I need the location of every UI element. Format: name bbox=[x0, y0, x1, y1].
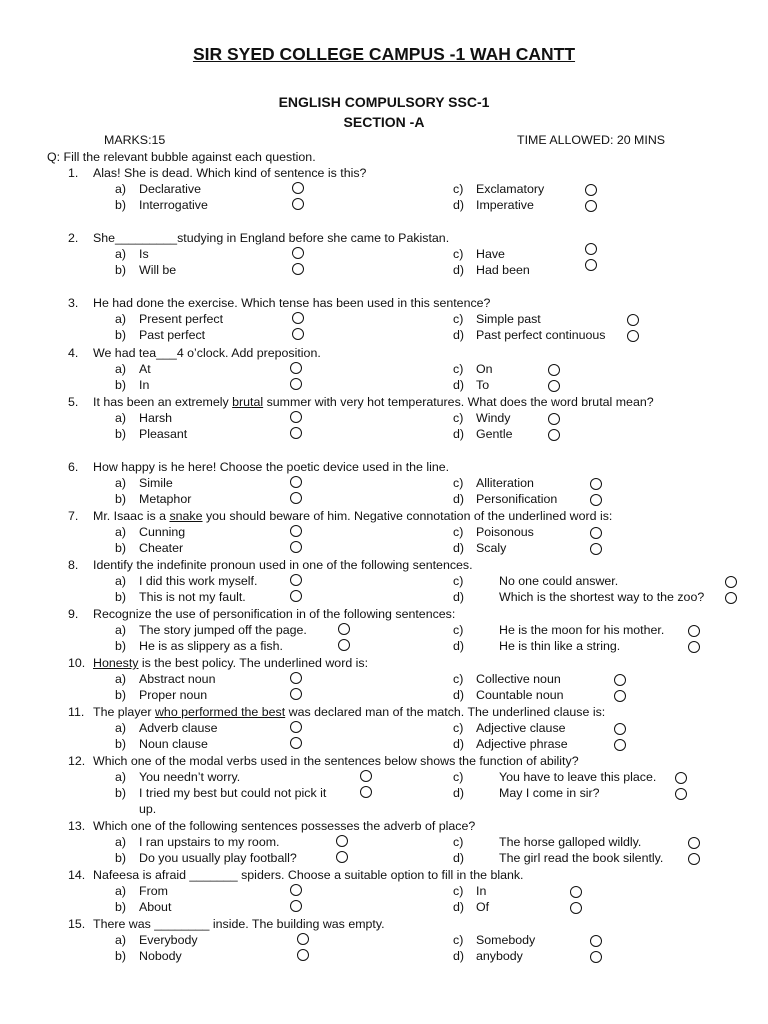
question-text bbox=[93, 558, 473, 573]
option-text-c: Adjective clause bbox=[476, 721, 566, 735]
option-letter-a: a) bbox=[115, 721, 127, 735]
question-text-pre: How happy is he here! Choose the poetic device used in the line. bbox=[93, 460, 450, 474]
option-text-a: At bbox=[139, 362, 151, 376]
option-letter-d: d) bbox=[453, 900, 465, 914]
question-number: 6. bbox=[68, 460, 79, 474]
question-text bbox=[93, 705, 605, 720]
option-letter-b: b) bbox=[115, 328, 127, 342]
option-text-c: Poisonous bbox=[476, 525, 534, 539]
option-text-d: Imperative bbox=[476, 198, 534, 212]
answer-bubble-d[interactable] bbox=[590, 951, 602, 963]
answer-bubble-d[interactable] bbox=[688, 853, 700, 865]
option-text-a: Harsh bbox=[139, 411, 173, 425]
option-letter-c: c) bbox=[453, 247, 464, 261]
option-letter-c: c) bbox=[453, 525, 464, 539]
option-letter-c: c) bbox=[453, 672, 464, 686]
question-text bbox=[93, 460, 449, 475]
question-number: 13. bbox=[68, 819, 86, 833]
option-text-b: Interrogative bbox=[139, 198, 208, 212]
option-letter-d: d) bbox=[453, 492, 465, 506]
option-letter-d: d) bbox=[453, 427, 465, 441]
answer-bubble-b[interactable] bbox=[290, 427, 302, 439]
answer-bubble-d[interactable] bbox=[614, 690, 626, 702]
option-letter-c: c) bbox=[453, 411, 464, 425]
answer-bubble-c[interactable] bbox=[590, 527, 602, 539]
option-letter-c: c) bbox=[453, 884, 464, 898]
option-text-c: On bbox=[476, 362, 493, 376]
question-text bbox=[93, 819, 475, 834]
question-number: 1. bbox=[68, 166, 79, 180]
question-number: 9. bbox=[68, 607, 79, 621]
school-title: SIR SYED COLLEGE CAMPUS -1 WAH CANTT bbox=[192, 44, 576, 64]
option-letter-b: b) bbox=[115, 378, 127, 392]
answer-bubble-a[interactable] bbox=[292, 247, 304, 259]
answer-bubble-a[interactable] bbox=[360, 770, 372, 782]
option-text-c: Exclamatory bbox=[476, 182, 545, 196]
option-text-b: Pleasant bbox=[139, 427, 188, 441]
answer-bubble-d[interactable] bbox=[590, 494, 602, 506]
option-letter-d: d) bbox=[453, 851, 465, 865]
question-text-pre: Recognize the use of personification in of the following sentences: bbox=[93, 607, 456, 621]
question-text bbox=[93, 395, 654, 410]
option-text-b: Cheater bbox=[139, 541, 184, 555]
option-letter-a: a) bbox=[115, 247, 127, 261]
question-text-post: is the best policy. The underlined word is: bbox=[138, 656, 369, 670]
question-text-underlined: Honesty bbox=[93, 656, 139, 670]
answer-bubble-a[interactable] bbox=[290, 362, 302, 374]
answer-bubble-c[interactable] bbox=[548, 413, 560, 425]
question-text-pre: Nafeesa is afraid _______ spiders. Choose a suitable option to fill in the blank. bbox=[93, 868, 524, 882]
question-text-pre: Which one of the following sentences possesses the adverb of place? bbox=[93, 819, 476, 833]
answer-bubble-c[interactable] bbox=[688, 837, 700, 849]
option-letter-d: d) bbox=[453, 541, 465, 555]
question-number: 14. bbox=[68, 868, 86, 882]
option-letter-d: d) bbox=[453, 688, 465, 702]
answer-bubble-c[interactable] bbox=[570, 886, 582, 898]
answer-bubble-c[interactable] bbox=[590, 478, 602, 490]
answer-bubble-b[interactable] bbox=[290, 492, 302, 504]
option-text-d: Had been bbox=[476, 263, 530, 277]
answer-bubble-b[interactable] bbox=[290, 737, 302, 749]
answer-bubble-b[interactable] bbox=[290, 541, 302, 553]
option-letter-c: c) bbox=[453, 770, 464, 784]
option-letter-b: b) bbox=[115, 737, 127, 751]
answer-bubble-d[interactable] bbox=[688, 641, 700, 653]
option-text-d: Adjective phrase bbox=[476, 737, 568, 751]
option-text-c: The horse galloped wildly. bbox=[499, 835, 642, 849]
question-text-pre: Alas! She is dead. Which kind of sentence is this? bbox=[93, 166, 367, 180]
question-text-post: you should beware of him. Negative connotation of the underlined word is: bbox=[202, 509, 613, 523]
option-text-b: Noun clause bbox=[139, 737, 208, 751]
option-letter-b: b) bbox=[115, 198, 127, 212]
option-text-c: Alliteration bbox=[476, 476, 534, 490]
answer-bubble-d[interactable] bbox=[585, 259, 597, 271]
question-number: 10. bbox=[68, 656, 86, 670]
question-text bbox=[93, 607, 455, 622]
option-letter-a: a) bbox=[115, 835, 127, 849]
option-text-b: Nobody bbox=[139, 949, 182, 963]
option-letter-a: a) bbox=[115, 476, 127, 490]
answer-bubble-d[interactable] bbox=[585, 200, 597, 212]
answer-bubble-d[interactable] bbox=[590, 543, 602, 555]
option-letter-b: b) bbox=[115, 786, 127, 800]
option-letter-c: c) bbox=[453, 623, 464, 637]
option-text-a: Adverb clause bbox=[139, 721, 218, 735]
option-text-a: Everybody bbox=[139, 933, 198, 947]
question-text-underlined: who performed the best bbox=[154, 705, 286, 719]
option-letter-b: b) bbox=[115, 427, 127, 441]
option-text-a: Cunning bbox=[139, 525, 186, 539]
answer-bubble-b[interactable] bbox=[292, 263, 304, 275]
answer-bubble-a[interactable] bbox=[338, 623, 350, 635]
option-text-d: Gentle bbox=[476, 427, 513, 441]
option-text-b: About bbox=[139, 900, 172, 914]
option-text-c: No one could answer. bbox=[499, 574, 619, 588]
option-text-b: Proper noun bbox=[139, 688, 208, 702]
answer-bubble-a[interactable] bbox=[336, 835, 348, 847]
option-text-d: Which is the shortest way to the zoo? bbox=[499, 590, 705, 604]
answer-bubble-d[interactable] bbox=[548, 429, 560, 441]
question-number: 7. bbox=[68, 509, 79, 523]
option-letter-b: b) bbox=[115, 263, 127, 277]
option-text-d: He is thin like a string. bbox=[499, 639, 621, 653]
option-letter-b: b) bbox=[115, 492, 127, 506]
question-number: 4. bbox=[68, 346, 79, 360]
option-letter-b: b) bbox=[115, 900, 127, 914]
question-number: 11. bbox=[68, 705, 85, 719]
question-number: 2. bbox=[68, 231, 79, 245]
option-letter-b: b) bbox=[115, 639, 127, 653]
question-text-pre: It has been an extremely bbox=[93, 395, 233, 409]
question-text-underlined: snake bbox=[169, 509, 203, 523]
answer-bubble-b[interactable] bbox=[290, 688, 302, 700]
option-text-d: Past perfect continuous bbox=[476, 328, 606, 342]
option-text-b: I tried my best but could not pick it bbox=[139, 786, 327, 800]
answer-bubble-c[interactable] bbox=[614, 674, 626, 686]
instruction-text: Q: Fill the relevant bubble against each question. bbox=[47, 150, 316, 164]
option-letter-d: d) bbox=[453, 328, 465, 342]
option-text-b: Past perfect bbox=[139, 328, 206, 342]
option-text-a: The story jumped off the page. bbox=[139, 623, 307, 637]
option-letter-b: b) bbox=[115, 688, 127, 702]
question-text-pre: Which one of the modal verbs used in the sentences below shows the function of ability? bbox=[93, 754, 579, 768]
question-text bbox=[93, 656, 368, 671]
question-text-pre: She_________studying in England before she came to Pakistan. bbox=[93, 231, 450, 245]
option-text-d: Personification bbox=[476, 492, 558, 506]
option-letter-a: a) bbox=[115, 411, 127, 425]
option-letter-d: d) bbox=[453, 198, 465, 212]
answer-bubble-b[interactable] bbox=[290, 590, 302, 602]
option-text-d: The girl read the book silently. bbox=[499, 851, 664, 865]
option-letter-c: c) bbox=[453, 574, 464, 588]
marks-label: MARKS:15 bbox=[104, 133, 166, 147]
option-letter-b: b) bbox=[115, 949, 127, 963]
option-text-b-continued: up. bbox=[139, 802, 157, 816]
answer-bubble-b[interactable] bbox=[290, 378, 302, 390]
option-text-c: Somebody bbox=[476, 933, 536, 947]
answer-bubble-a[interactable] bbox=[290, 411, 302, 423]
answer-bubble-c[interactable] bbox=[585, 243, 597, 255]
answer-bubble-d[interactable] bbox=[725, 592, 737, 604]
subject-title: ENGLISH COMPULSORY SSC-1 bbox=[278, 94, 490, 110]
answer-bubble-c[interactable] bbox=[688, 625, 700, 637]
answer-bubble-a[interactable] bbox=[290, 525, 302, 537]
question-number: 8. bbox=[68, 558, 79, 572]
option-text-a: From bbox=[139, 884, 168, 898]
option-letter-a: a) bbox=[115, 623, 127, 637]
answer-bubble-c[interactable] bbox=[725, 576, 737, 588]
question-text bbox=[93, 917, 385, 932]
question-number: 12. bbox=[68, 754, 86, 768]
option-text-d: Scaly bbox=[476, 541, 507, 555]
answer-bubble-d[interactable] bbox=[627, 330, 639, 342]
option-text-c: He is the moon for his mother. bbox=[499, 623, 665, 637]
option-text-b: Metaphor bbox=[139, 492, 192, 506]
option-letter-b: b) bbox=[115, 851, 127, 865]
option-text-b: Will be bbox=[139, 263, 177, 277]
answer-bubble-a[interactable] bbox=[297, 933, 309, 945]
question-text-pre: There was ________ inside. The building was empty. bbox=[93, 917, 385, 931]
question-number: 15. bbox=[68, 917, 86, 931]
option-letter-a: a) bbox=[115, 574, 127, 588]
option-text-d: To bbox=[476, 378, 490, 392]
option-text-d: Countable noun bbox=[476, 688, 564, 702]
question-text bbox=[93, 231, 449, 246]
answer-bubble-a[interactable] bbox=[290, 721, 302, 733]
option-text-a: Declarative bbox=[139, 182, 201, 196]
option-letter-a: a) bbox=[115, 884, 127, 898]
question-text-pre: Mr. Isaac is a bbox=[93, 509, 170, 523]
option-letter-d: d) bbox=[453, 737, 465, 751]
answer-bubble-c[interactable] bbox=[614, 723, 626, 735]
option-letter-d: d) bbox=[453, 786, 465, 800]
option-text-c: In bbox=[476, 884, 487, 898]
option-text-b: This is not my fault. bbox=[139, 590, 246, 604]
option-text-a: Is bbox=[139, 247, 149, 261]
section-title: SECTION -A bbox=[343, 114, 425, 130]
question-text bbox=[93, 346, 321, 361]
answer-bubble-d[interactable] bbox=[548, 380, 560, 392]
answer-bubble-c[interactable] bbox=[675, 772, 687, 784]
option-letter-d: d) bbox=[453, 263, 465, 277]
answer-bubble-a[interactable] bbox=[290, 476, 302, 488]
question-text-pre: We had tea___4 o’clock. Add preposition. bbox=[93, 346, 321, 360]
answer-bubble-b[interactable] bbox=[360, 786, 372, 798]
option-letter-c: c) bbox=[453, 933, 464, 947]
option-text-b: In bbox=[139, 378, 150, 392]
question-text-post: summer with very hot temperatures. What does the word brutal mean? bbox=[263, 395, 654, 409]
answer-bubble-a[interactable] bbox=[290, 574, 302, 586]
question-text bbox=[93, 868, 524, 883]
answer-bubble-d[interactable] bbox=[675, 788, 687, 800]
answer-bubble-b[interactable] bbox=[297, 949, 309, 961]
option-letter-d: d) bbox=[453, 639, 465, 653]
option-text-a: Present perfect bbox=[139, 312, 224, 326]
question-text bbox=[93, 296, 490, 311]
option-letter-a: a) bbox=[115, 770, 127, 784]
option-letter-a: a) bbox=[115, 312, 127, 326]
answer-bubble-d[interactable] bbox=[570, 902, 582, 914]
time-allowed-label: TIME ALLOWED: 20 MINS bbox=[517, 133, 666, 147]
option-letter-c: c) bbox=[453, 182, 464, 196]
answer-bubble-a[interactable] bbox=[290, 672, 302, 684]
option-text-c: Simple past bbox=[476, 312, 541, 326]
answer-bubble-c[interactable] bbox=[548, 364, 560, 376]
option-letter-b: b) bbox=[115, 590, 127, 604]
answer-bubble-a[interactable] bbox=[292, 182, 304, 194]
answer-bubble-b[interactable] bbox=[292, 198, 304, 210]
option-letter-a: a) bbox=[115, 362, 127, 376]
option-letter-a: a) bbox=[115, 182, 127, 196]
option-text-b: He is as slippery as a fish. bbox=[139, 639, 283, 653]
answer-bubble-b[interactable] bbox=[336, 851, 348, 863]
option-text-a: I ran upstairs to my room. bbox=[139, 835, 280, 849]
option-letter-a: a) bbox=[115, 525, 127, 539]
answer-bubble-b[interactable] bbox=[292, 328, 304, 340]
question-text-post: was declared man of the match. The underlined clause is: bbox=[285, 705, 606, 719]
question-text-pre: Identify the indefinite pronoun used in one of the following sentences. bbox=[93, 558, 473, 572]
question-text bbox=[93, 509, 612, 524]
option-text-d: Of bbox=[476, 900, 490, 914]
option-text-a: Simile bbox=[139, 476, 173, 490]
answer-bubble-b[interactable] bbox=[338, 639, 350, 651]
option-letter-d: d) bbox=[453, 949, 465, 963]
answer-bubble-c[interactable] bbox=[627, 314, 639, 326]
option-letter-c: c) bbox=[453, 835, 464, 849]
answer-bubble-a[interactable] bbox=[292, 312, 304, 324]
answer-bubble-c[interactable] bbox=[585, 184, 597, 196]
option-letter-a: a) bbox=[115, 933, 127, 947]
answer-bubble-d[interactable] bbox=[614, 739, 626, 751]
option-text-a: You needn’t worry. bbox=[139, 770, 241, 784]
option-letter-c: c) bbox=[453, 476, 464, 490]
option-letter-d: d) bbox=[453, 590, 465, 604]
answer-bubble-b[interactable] bbox=[290, 900, 302, 912]
question-text bbox=[93, 166, 366, 181]
question-number: 3. bbox=[68, 296, 79, 310]
option-text-c: Collective noun bbox=[476, 672, 561, 686]
option-text-d: anybody bbox=[476, 949, 523, 963]
answer-bubble-a[interactable] bbox=[290, 884, 302, 896]
option-letter-c: c) bbox=[453, 721, 464, 735]
option-text-c: Have bbox=[476, 247, 505, 261]
option-text-c: Windy bbox=[476, 411, 511, 425]
option-letter-b: b) bbox=[115, 541, 127, 555]
option-letter-c: c) bbox=[453, 362, 464, 376]
option-letter-c: c) bbox=[453, 312, 464, 326]
question-text-underlined: brutal bbox=[232, 395, 264, 409]
option-text-c: You have to leave this place. bbox=[499, 770, 657, 784]
answer-bubble-c[interactable] bbox=[590, 935, 602, 947]
option-text-b: Do you usually play football? bbox=[139, 851, 297, 865]
question-text-pre: He had done the exercise. Which tense has been used in this sentence? bbox=[93, 296, 491, 310]
question-text bbox=[93, 754, 579, 769]
option-letter-a: a) bbox=[115, 672, 127, 686]
question-text-pre: The player bbox=[93, 705, 155, 719]
option-letter-d: d) bbox=[453, 378, 465, 392]
option-text-a: I did this work myself. bbox=[139, 574, 258, 588]
question-number: 5. bbox=[68, 395, 79, 409]
option-text-d: May I come in sir? bbox=[499, 786, 600, 800]
option-text-a: Abstract noun bbox=[139, 672, 216, 686]
